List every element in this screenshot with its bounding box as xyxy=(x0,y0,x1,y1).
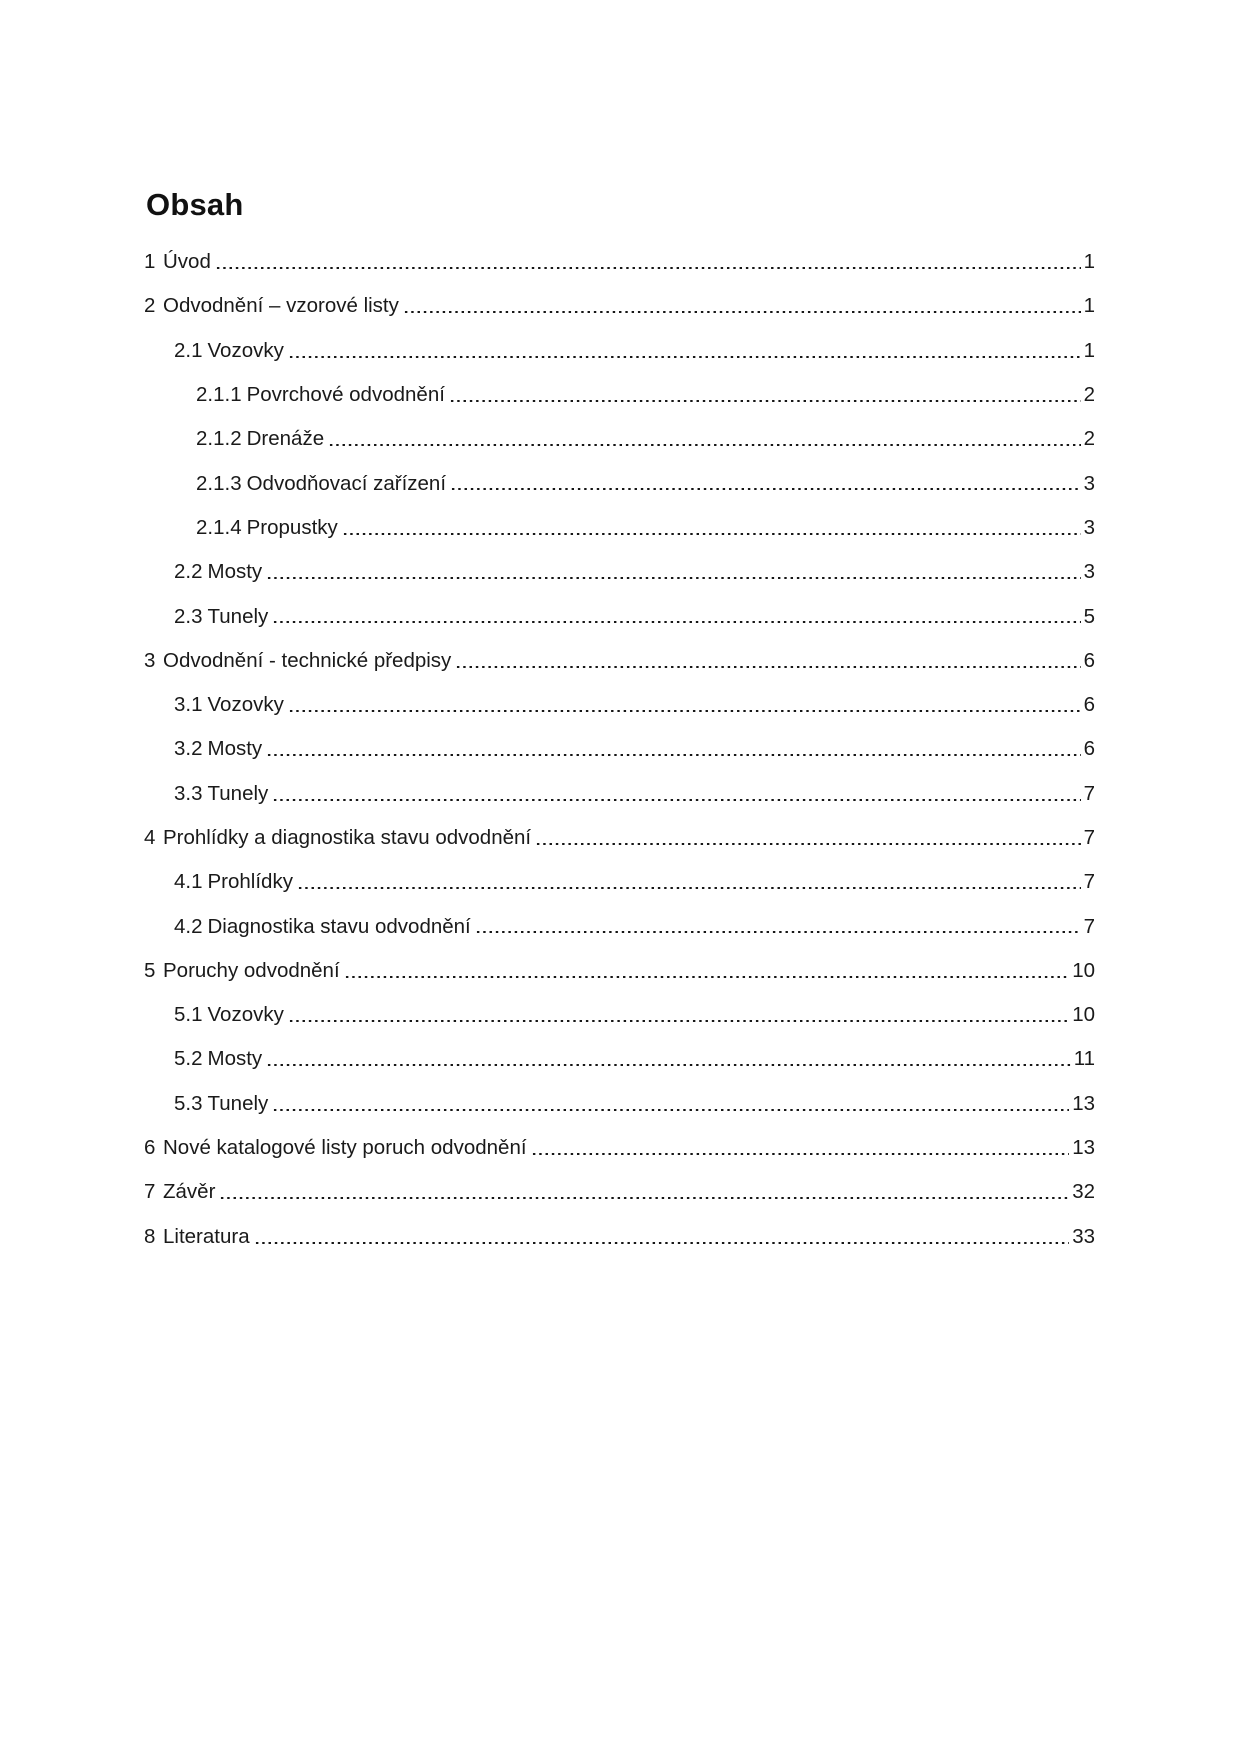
toc-entry-number: 7 xyxy=(144,1180,156,1204)
toc-entry-number: 6 xyxy=(144,1136,156,1160)
page-title: Obsah xyxy=(146,187,244,222)
toc-entry xyxy=(140,816,1095,860)
dot-leader xyxy=(266,727,1080,771)
dot-leader xyxy=(272,1082,1069,1126)
page-number: 3 xyxy=(1083,471,1095,495)
toc-entry-title: Tunely xyxy=(207,1091,269,1115)
dot-leader xyxy=(450,461,1081,505)
page-number: 6 xyxy=(1083,648,1095,672)
table-of-contents xyxy=(140,240,1095,1259)
toc-entry-title: Odvodnění - technické předpisy xyxy=(163,648,452,672)
toc-entry-title: Diagnostika stavu odvodnění xyxy=(207,914,471,938)
toc-entry-number: 2.1.4 xyxy=(196,515,242,539)
dot-leader xyxy=(272,594,1080,638)
dot-leader xyxy=(328,417,1080,461)
page-number: 10 xyxy=(1072,958,1095,982)
toc-entry-number: 4.1 xyxy=(174,870,203,894)
toc-entry-number: 3 xyxy=(144,648,156,672)
toc-entry xyxy=(140,461,1095,505)
dot-leader xyxy=(535,816,1080,860)
toc-entry xyxy=(140,727,1095,771)
page-number: 6 xyxy=(1083,737,1095,761)
toc-entry-title: Prohlídky a diagnostika stavu odvodnění xyxy=(163,826,532,849)
toc-entry xyxy=(140,506,1095,550)
toc-entry-number: 2 xyxy=(144,294,156,318)
toc-entry xyxy=(140,329,1095,373)
toc-entry-number: 5.2 xyxy=(174,1047,203,1071)
toc-entry xyxy=(140,949,1095,993)
dot-leader xyxy=(272,772,1080,816)
toc-entry-title: Vozovky xyxy=(207,1003,284,1027)
toc-entry xyxy=(140,417,1095,461)
toc-entry-title: Tunely xyxy=(207,781,269,805)
dot-leader xyxy=(288,329,1081,373)
toc-entry-title: Mosty xyxy=(207,560,263,584)
toc-entry-number: 5.1 xyxy=(174,1003,203,1027)
dot-leader xyxy=(288,993,1069,1037)
toc-entry-title: Poruchy odvodnění xyxy=(163,958,340,982)
toc-entry-title: Mosty xyxy=(207,1047,263,1071)
toc-entry-number: 2.1 xyxy=(174,338,203,362)
dot-leader xyxy=(342,506,1081,550)
page-number: 7 xyxy=(1083,826,1095,849)
page-number: 2 xyxy=(1083,427,1095,451)
dot-leader xyxy=(475,904,1081,948)
toc-entry-number: 3.3 xyxy=(174,781,203,805)
page-number: 32 xyxy=(1072,1180,1095,1204)
toc-entry-number: 5 xyxy=(144,958,156,982)
page-number: 3 xyxy=(1083,560,1095,584)
dot-leader xyxy=(403,284,1081,328)
page-number: 7 xyxy=(1083,870,1095,894)
toc-entry-number: 2.1.1 xyxy=(196,383,242,407)
toc-entry xyxy=(140,993,1095,1037)
page-number: 2 xyxy=(1083,383,1095,407)
toc-entry xyxy=(140,373,1095,417)
toc-entry-number: 2.2 xyxy=(174,560,203,584)
toc-entry xyxy=(140,1170,1095,1214)
toc-entry-title: Vozovky xyxy=(207,693,284,717)
page-number: 1 xyxy=(1083,338,1095,362)
toc-entry xyxy=(140,1215,1095,1259)
dot-leader xyxy=(297,860,1081,904)
toc-entry-title: Odvodnění – vzorové listy xyxy=(163,294,399,318)
toc-entry-number: 3.2 xyxy=(174,737,203,761)
toc-entry xyxy=(140,594,1095,638)
toc-entry-number: 2.3 xyxy=(174,604,203,628)
toc-entry-number: 4 xyxy=(144,826,156,849)
page-number: 13 xyxy=(1072,1091,1095,1115)
toc-entry-number: 2.1.2 xyxy=(196,427,242,451)
toc-entry xyxy=(140,550,1095,594)
dot-leader xyxy=(266,550,1080,594)
toc-entry xyxy=(140,772,1095,816)
page-number: 5 xyxy=(1083,604,1095,628)
toc-entry xyxy=(140,904,1095,948)
toc-entry-title: Úvod xyxy=(163,250,211,274)
toc-entry-number: 4.2 xyxy=(174,914,203,938)
dot-leader xyxy=(254,1215,1070,1259)
toc-entry xyxy=(140,1037,1095,1081)
toc-entry-title: Odvodňovací zařízení xyxy=(246,471,447,495)
toc-entry-title: Drenáže xyxy=(246,427,325,451)
toc-entry-title: Vozovky xyxy=(207,338,284,362)
toc-entry-title: Tunely xyxy=(207,604,269,628)
page-number: 7 xyxy=(1083,781,1095,805)
page-number: 11 xyxy=(1073,1047,1095,1071)
toc-entry-title: Propustky xyxy=(246,515,338,539)
page-number: 1 xyxy=(1083,294,1095,318)
toc-entry-number: 2.1.3 xyxy=(196,471,242,495)
toc-entry-title: Povrchové odvodnění xyxy=(246,383,445,407)
dot-leader xyxy=(288,683,1081,727)
toc-entry xyxy=(140,683,1095,727)
toc-entry-title: Závěr xyxy=(163,1180,216,1204)
page-number: 10 xyxy=(1072,1003,1095,1027)
dot-leader xyxy=(266,1037,1071,1081)
toc-entry xyxy=(140,240,1095,284)
toc-entry xyxy=(140,1126,1095,1170)
toc-entry-number: 5.3 xyxy=(174,1091,203,1115)
page-number: 1 xyxy=(1083,250,1095,274)
page-number: 3 xyxy=(1083,515,1095,539)
page-number: 6 xyxy=(1083,693,1095,717)
toc-entry xyxy=(140,860,1095,904)
dot-leader xyxy=(215,240,1081,284)
toc-entry-number: 3.1 xyxy=(174,693,203,717)
toc-entry xyxy=(140,284,1095,328)
dot-leader xyxy=(531,1126,1070,1170)
toc-entry xyxy=(140,639,1095,683)
toc-entry-title: Literatura xyxy=(163,1224,250,1248)
dot-leader xyxy=(219,1170,1069,1214)
toc-entry-title: Nové katalogové listy poruch odvodnění xyxy=(163,1136,527,1160)
page-number: 33 xyxy=(1072,1224,1095,1248)
page-number: 13 xyxy=(1072,1136,1095,1160)
dot-leader xyxy=(455,639,1080,683)
page-number: 7 xyxy=(1083,914,1095,938)
dot-leader xyxy=(449,373,1081,417)
toc-entry xyxy=(140,1082,1095,1126)
toc-entry-title: Prohlídky xyxy=(207,870,293,894)
toc-entry-number: 1 xyxy=(144,250,156,274)
toc-entry-title: Mosty xyxy=(207,737,263,761)
dot-leader xyxy=(344,949,1070,993)
toc-entry-number: 8 xyxy=(144,1224,156,1248)
